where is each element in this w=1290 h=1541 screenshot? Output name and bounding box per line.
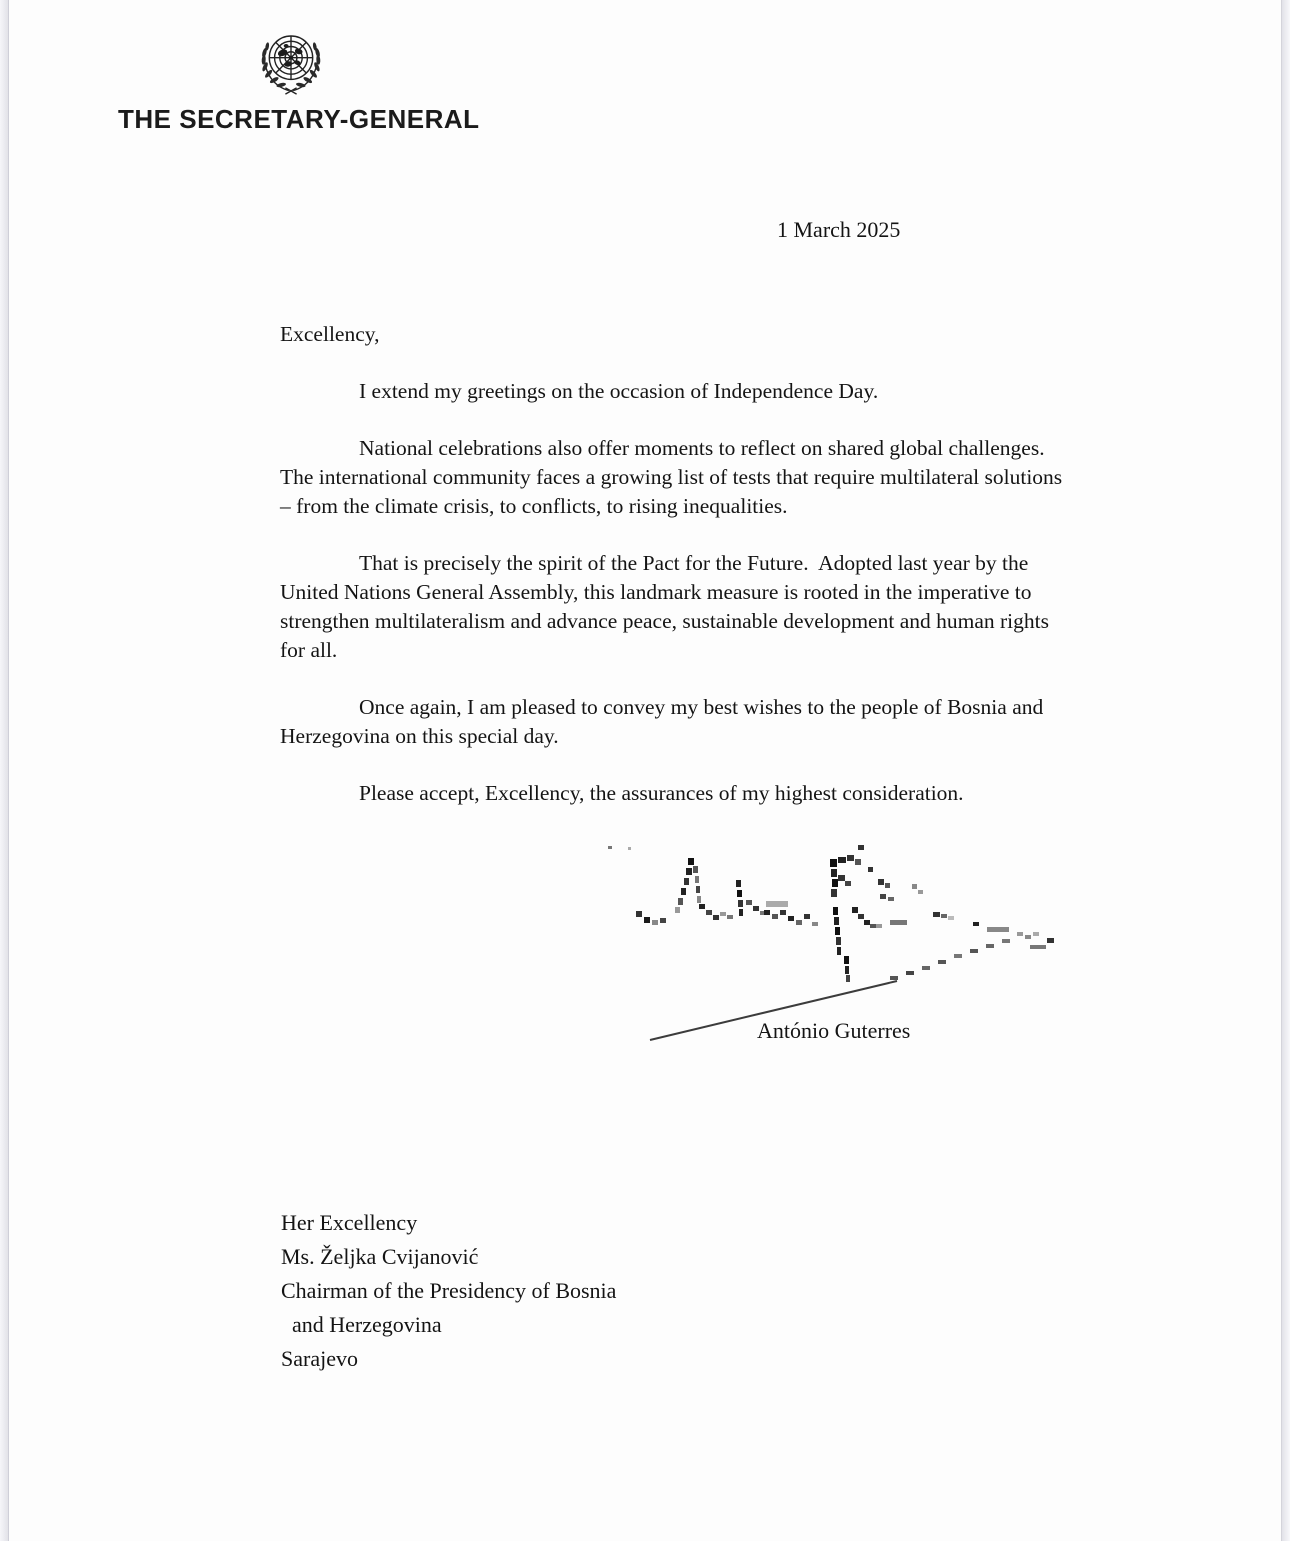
recipient-line: and Herzegovina [281,1312,442,1337]
letterhead [118,26,480,135]
paragraph: I extend my greetings on the occasion of Independence Day. [359,379,879,403]
paragraph: That is precisely the spirit of the Pact for the Future. Adopted last year by the United Nations General Assembly, this landmark measure is rooted in the imperative to strengthen multilateralism and advance peace, sustainable development and human rights for all. [280,551,1055,662]
paragraph: Once again, I am pleased to convey my best wishes to the people of Bosnia and Herzegovina on this special day. [280,695,1049,748]
recipient-line: Chairman of the Presidency of Bosnia [281,1278,617,1303]
paragraph: National celebrations also offer moments to reflect on shared global challenges. The international community faces a growing list of tests that require multilateral solutions – from the climate crisis, to conflicts, to rising inequalities. [280,436,1068,518]
recipient-address [281,1206,616,1376]
salutation: Excellency, [280,322,380,346]
page-edge-left [0,0,9,1541]
signatory-name: António Guterres [757,1018,911,1043]
page-edge-right [1281,0,1290,1541]
recipient-line: Ms. Željka Cvijanović [281,1244,479,1269]
recipient-line: Her Excellency [281,1210,418,1235]
un-emblem-icon [249,26,333,102]
recipient-line: Sarajevo [281,1346,358,1371]
letterhead-title: THE SECRETARY-GENERAL [118,104,480,134]
paragraph: Please accept, Excellency, the assurances of my highest consideration. [359,781,964,805]
letter-body [280,320,1078,836]
date-line: 1 March 2025 [777,217,901,242]
